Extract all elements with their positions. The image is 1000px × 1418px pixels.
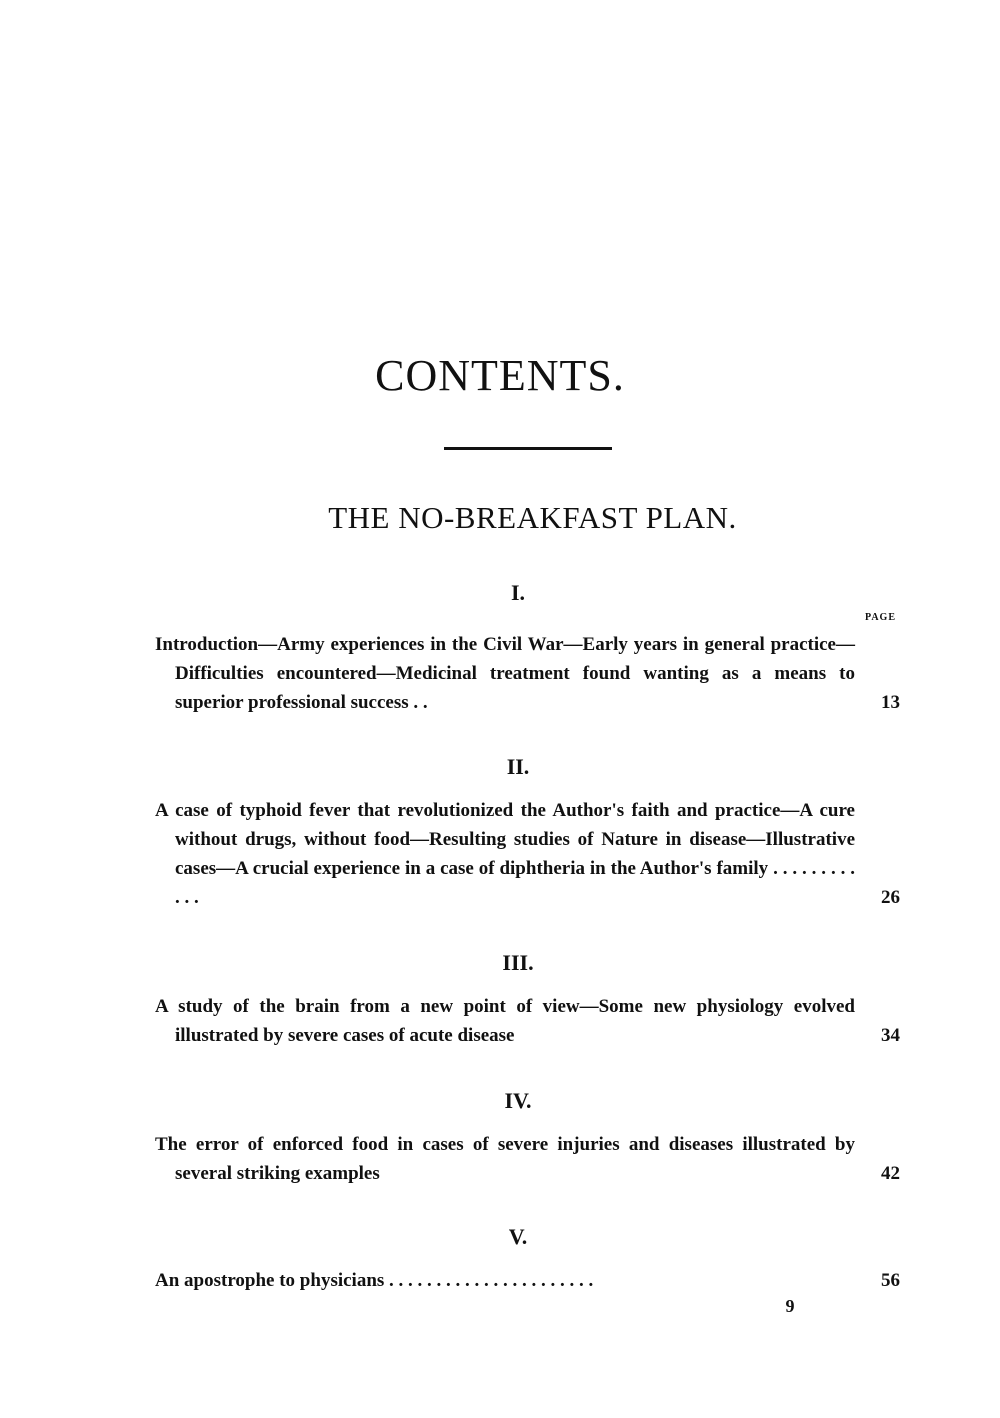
toc-entry-5-text: An apostrophe to physicians . . . . . . . . . . . . . . . . . . . . . . [155,1270,594,1291]
toc-entry-1-page: 13 [881,692,900,713]
toc-entry-5[interactable] [155,1266,900,1295]
toc-entry-1-text: Introduction—Army experiences in the Civil War—Early years in general practice—Difficulties encountered—Medicinal treatment found wanting as a means to superior professional success . . [155,634,855,713]
toc-entry-1[interactable] [155,630,900,717]
toc-entry-4[interactable] [155,1130,900,1188]
page-column-label: PAGE [864,612,896,623]
toc-entry-2-page: 26 [881,887,900,908]
chapter-numeral-2: II. [506,754,530,779]
page-number: 9 [785,1296,795,1316]
page-title: CONTENTS. [375,351,625,400]
toc-entry-3-text: A study of the brain from a new point of view—Some new physiology evolved illustrated by severe cases of acute disease [155,996,855,1046]
toc-entry-3-page: 34 [881,1025,900,1046]
part-title: THE NO-BREAKFAST PLAN. [328,500,737,535]
toc-entry-4-page: 42 [881,1163,900,1184]
chapter-numeral-3: III. [502,950,534,975]
title-rule [444,447,612,450]
toc-entry-2[interactable] [155,796,900,912]
toc-entry-5-page: 56 [881,1270,900,1291]
toc-entry-2-text: A case of typhoid fever that revolutionized the Author's faith and practice—A cure without drugs, without food—Resulting studies of Nature in disease—Illustrative cases—A crucial experience in a case of diphtheria in the Author's family . . . . . . . . . . . . [155,800,855,908]
chapter-numeral-5: V. [508,1224,528,1249]
toc-entry-3[interactable] [155,992,900,1050]
toc-entry-4-text: The error of enforced food in cases of severe injuries and diseases illustrated by several striking examples [155,1134,855,1184]
chapter-numeral-1: I. [510,580,526,605]
chapter-numeral-4: IV. [504,1088,532,1113]
